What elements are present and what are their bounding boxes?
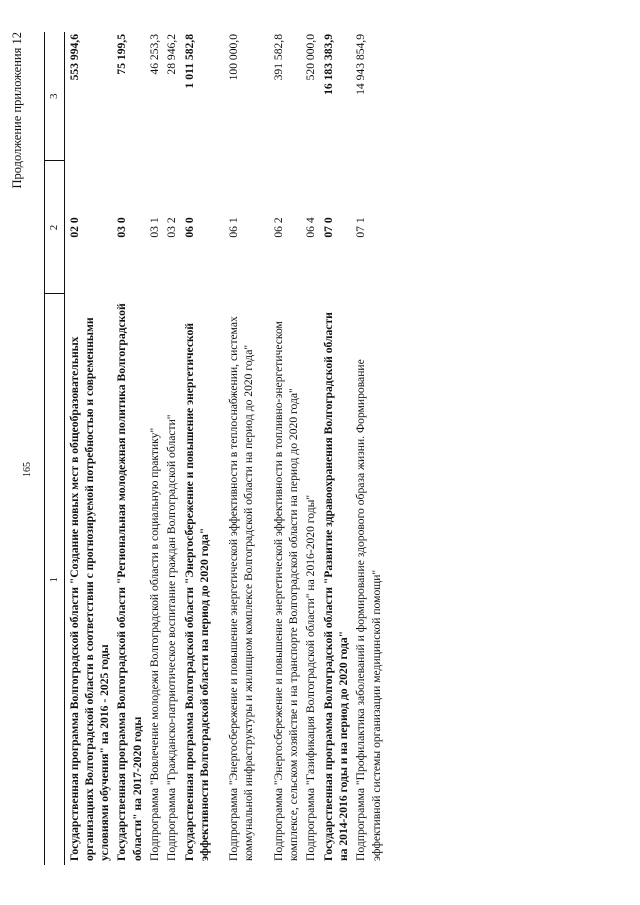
column-header-1: 1 <box>45 294 65 865</box>
row-name-cell: Подпрограмма "Вовлечение молодежи Волгоградской области в социальную практику" <box>148 427 161 861</box>
table-row <box>212 32 257 865</box>
row-name-cell: Подпрограмма "Энергосбережение и повышение энергетической эффективности в теплоснабжении, системах коммунальной инфраструктуры и жилищном комплексе Волгоградской области на период до 2020 года" <box>227 316 256 861</box>
row-value-cell: 14 943 854,9 <box>354 34 368 95</box>
row-code-cell: 06 1 <box>227 217 241 238</box>
table-row <box>180 32 213 865</box>
row-name-cell: Государственная программа Волгоградской области "Региональная молодежная политика Волгоградской области" на 2017-2020 годы <box>115 303 144 861</box>
row-name-cell: Государственная программа Волгоградской области "Создание новых мест в общеобразовательных организациях Волгоградской области в соответствии с прогнозируемой потребностью и современными условиями обучения" на 2016 - 2025 годы <box>67 317 112 861</box>
table-row <box>301 32 318 865</box>
row-code-cell: 03 2 <box>165 217 179 238</box>
row-code-cell: 06 4 <box>304 217 318 238</box>
row-value-cell: 391 582,8 <box>271 34 285 81</box>
row-code-cell: 03 1 <box>148 217 161 238</box>
table-row <box>64 32 112 865</box>
budget-table <box>44 32 384 865</box>
row-value-cell: 553 994,6 <box>67 34 81 81</box>
table-row <box>257 32 302 865</box>
row-name-cell: Государственная программа Волгоградской области "Энергосбережение и повышение энергетической эффективности Волгоградской области на период до 2020 года" <box>182 323 211 861</box>
table-row <box>162 32 179 865</box>
row-name-cell: Подпрограмма "Газификация Волгоградской области" на 2016-2020 годы" <box>304 494 318 861</box>
table-header-row <box>45 32 65 865</box>
page-number: 165 <box>22 462 33 477</box>
row-value-cell: 28 946,2 <box>165 34 179 75</box>
row-name-cell: Подпрограмма "Гражданско-патриотическое воспитание граждан Волгоградской области" <box>165 414 179 861</box>
row-name-cell: Подпрограмма "Профилактика заболеваний и формирование здорового образа жизни. Формирование эффективной системы организации медицинской помощи" <box>354 359 383 861</box>
row-code-cell: 07 1 <box>354 217 368 238</box>
table-row <box>319 32 352 865</box>
table-row <box>112 32 145 865</box>
row-code-cell: 06 2 <box>271 217 285 238</box>
table-body <box>64 32 384 865</box>
row-value-cell: 46 253,3 <box>148 34 161 75</box>
column-header-3: 3 <box>45 32 65 161</box>
row-code-cell: 06 0 <box>182 217 196 238</box>
row-code-cell: 07 0 <box>321 217 335 238</box>
table-row <box>351 32 384 865</box>
row-code-cell: 02 0 <box>67 217 81 238</box>
row-name-cell: Государственная программа Волгоградской области "Развитие здравоохранения Волгоградской области на 2014-2016 годы и на период до 2020 года" <box>321 312 350 861</box>
row-value-cell: 75 199,5 <box>115 34 129 75</box>
row-value-cell: 520 000,0 <box>304 34 318 81</box>
table-row <box>145 32 162 865</box>
row-value-cell: 100 000,0 <box>227 34 241 81</box>
row-code-cell: 03 0 <box>115 217 129 238</box>
column-header-2: 2 <box>45 161 65 294</box>
row-value-cell: 16 183 383,9 <box>321 34 335 95</box>
row-value-cell: 1 011 582,8 <box>182 34 196 89</box>
row-name-cell: Подпрограмма "Энергосбережение и повышение энергетической эффективности в топливно-энергетическом комплексе, сельском хозяйстве и на транспорте Волгоградской области на период до 2020 года" <box>271 321 301 861</box>
continuation-caption: Продолжение приложения 12 <box>10 32 24 189</box>
